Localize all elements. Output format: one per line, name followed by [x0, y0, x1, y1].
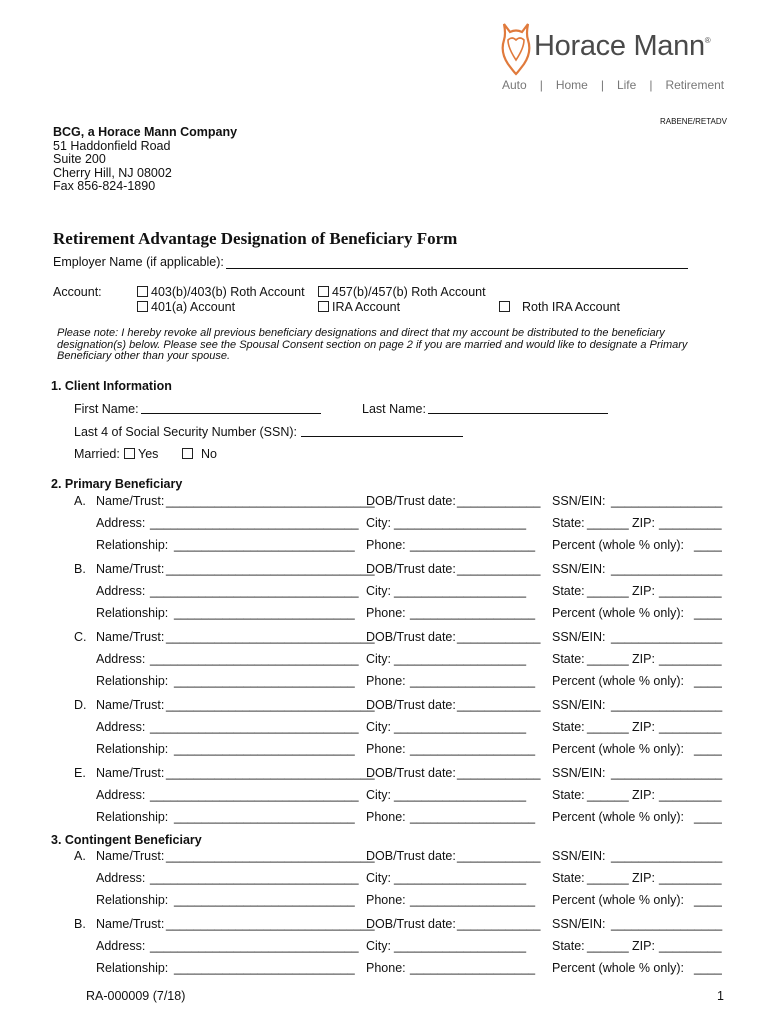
relationship-label: Relationship: [96, 893, 169, 907]
ssn-ein-field[interactable]: ________________ [611, 849, 723, 863]
relationship-field[interactable]: __________________________ [174, 742, 355, 756]
relationship-field[interactable]: __________________________ [174, 961, 355, 975]
name-trust-field[interactable]: ______________________________ [166, 849, 375, 863]
city-field[interactable]: ___________________ [394, 720, 527, 734]
dob-label: DOB/Trust date: [366, 698, 456, 712]
beneficiary-letter: C. [74, 630, 87, 644]
address-line2: Suite 200 [53, 152, 106, 166]
beneficiary-letter: B. [74, 917, 86, 931]
ssn-ein-label: SSN/EIN: [552, 917, 606, 931]
dob-field[interactable]: ____________ [457, 562, 541, 576]
name-trust-field[interactable]: ______________________________ [166, 494, 375, 508]
dob-field[interactable]: ____________ [457, 698, 541, 712]
dob-label: DOB/Trust date: [366, 494, 456, 508]
zip-field[interactable]: _________ [659, 939, 722, 953]
percent-label: Percent (whole % only): [552, 538, 685, 552]
ssn-label: Last 4 of Social Security Number (SSN): [74, 425, 297, 439]
beneficiary-letter: A. [74, 849, 86, 863]
beneficiary-letter: A. [74, 494, 86, 508]
phone-field[interactable]: __________________ [410, 961, 536, 975]
checkbox-icon[interactable] [318, 301, 329, 312]
name-trust-field[interactable]: ______________________________ [166, 562, 375, 576]
address-label: Address: [96, 871, 146, 885]
city-field[interactable]: ___________________ [394, 516, 527, 530]
name-trust-field[interactable]: ______________________________ [166, 698, 375, 712]
checkbox-icon[interactable] [124, 448, 135, 459]
zip-field[interactable]: _________ [659, 871, 722, 885]
zip-label: ZIP: [632, 871, 655, 885]
address-label: Address: [96, 584, 146, 598]
address-fax: Fax 856-824-1890 [53, 179, 156, 193]
dob-field[interactable]: ____________ [457, 849, 541, 863]
phone-field[interactable]: __________________ [410, 810, 536, 824]
percent-field[interactable]: ____ [694, 961, 722, 975]
account-option-ira[interactable]: IRA Account [318, 300, 400, 314]
ssn-ein-label: SSN/EIN: [552, 494, 606, 508]
zip-label: ZIP: [632, 584, 655, 598]
horace-mann-logo [498, 20, 738, 100]
ssn-ein-field[interactable]: ________________ [611, 562, 723, 576]
ssn-ein-label: SSN/EIN: [552, 766, 606, 780]
city-field[interactable]: ___________________ [394, 584, 527, 598]
beneficiary-letter: E. [74, 766, 86, 780]
first-name-field[interactable] [141, 413, 321, 414]
ssn-ein-label: SSN/EIN: [552, 562, 606, 576]
phone-field[interactable]: __________________ [410, 606, 536, 620]
beneficiary-letter: D. [74, 698, 87, 712]
percent-field[interactable]: ____ [694, 893, 722, 907]
percent-field[interactable]: ____ [694, 606, 722, 620]
ssn-field[interactable] [301, 436, 463, 437]
state-field[interactable]: ______ [587, 720, 629, 734]
name-trust-label: Name/Trust: [96, 917, 165, 931]
phone-label: Phone: [366, 742, 406, 756]
city-label: City: [366, 720, 391, 734]
section-client-information: 1. Client Information [51, 379, 172, 393]
state-field[interactable]: ______ [587, 939, 629, 953]
ssn-ein-field[interactable]: ________________ [611, 766, 723, 780]
checkbox-icon[interactable] [137, 301, 148, 312]
percent-field[interactable]: ____ [694, 538, 722, 552]
relationship-label: Relationship: [96, 606, 169, 620]
state-field[interactable]: ______ [587, 871, 629, 885]
name-trust-field[interactable]: ______________________________ [166, 917, 375, 931]
checkbox-icon[interactable] [137, 286, 148, 297]
name-trust-label: Name/Trust: [96, 849, 165, 863]
percent-label: Percent (whole % only): [552, 961, 685, 975]
account-option-roth-ira[interactable]: Roth IRA Account [499, 300, 620, 314]
dob-label: DOB/Trust date: [366, 849, 456, 863]
employer-field[interactable] [226, 268, 688, 269]
ssn-ein-field[interactable]: ________________ [611, 630, 723, 644]
city-field[interactable]: ___________________ [394, 939, 527, 953]
address-label: Address: [96, 720, 146, 734]
phone-label: Phone: [366, 810, 406, 824]
zip-label: ZIP: [632, 516, 655, 530]
address-field[interactable]: ______________________________ [150, 871, 359, 885]
state-label: State: [552, 871, 585, 885]
phone-label: Phone: [366, 538, 406, 552]
account-option-403b[interactable]: 403(b)/403(b) Roth Account [137, 285, 305, 299]
dob-field[interactable]: ____________ [457, 766, 541, 780]
brand-nav: Auto | Home | Life | Retirement [502, 78, 725, 92]
ssn-ein-field[interactable]: ________________ [611, 494, 723, 508]
relationship-label: Relationship: [96, 674, 169, 688]
brand-name: Horace Mann® [534, 30, 711, 62]
ssn-ein-field[interactable]: ________________ [611, 698, 723, 712]
section-contingent-beneficiary: 3. Contingent Beneficiary [51, 833, 202, 847]
zip-field[interactable]: _________ [659, 652, 722, 666]
name-trust-label: Name/Trust: [96, 630, 165, 644]
percent-field[interactable]: ____ [694, 742, 722, 756]
percent-field[interactable]: ____ [694, 674, 722, 688]
dob-label: DOB/Trust date: [366, 766, 456, 780]
account-option-401a[interactable]: 401(a) Account [137, 300, 235, 314]
zip-label: ZIP: [632, 720, 655, 734]
state-label: State: [552, 720, 585, 734]
phone-field[interactable]: __________________ [410, 742, 536, 756]
checkbox-icon[interactable] [318, 286, 329, 297]
form-number: RA-000009 (7/18) [86, 989, 186, 1003]
account-option-457b[interactable]: 457(b)/457(b) Roth Account [318, 285, 486, 299]
married-label: Married: [74, 447, 120, 461]
section-primary-beneficiary: 2. Primary Beneficiary [51, 477, 183, 491]
dob-label: DOB/Trust date: [366, 630, 456, 644]
address-field[interactable]: ______________________________ [150, 516, 359, 530]
checkbox-icon[interactable] [182, 448, 193, 459]
name-trust-field[interactable]: ______________________________ [166, 766, 375, 780]
employer-label: Employer Name (if applicable): [53, 255, 224, 269]
city-label: City: [366, 584, 391, 598]
zip-field[interactable]: _________ [659, 584, 722, 598]
address-line3: Cherry Hill, NJ 08002 [53, 165, 172, 180]
ssn-ein-field[interactable]: ________________ [611, 917, 723, 931]
company-name: BCG, a Horace Mann Company [53, 125, 238, 139]
state-label: State: [552, 652, 585, 666]
dob-field[interactable]: ____________ [457, 630, 541, 644]
city-field[interactable]: ___________________ [394, 788, 527, 802]
address-field[interactable]: ______________________________ [150, 788, 359, 802]
zip-field[interactable]: _________ [659, 720, 722, 734]
dob-field[interactable]: ____________ [457, 494, 541, 508]
checkbox-icon[interactable] [499, 301, 510, 312]
beneficiary-letter: B. [74, 562, 86, 576]
name-trust-label: Name/Trust: [96, 766, 165, 780]
ssn-ein-label: SSN/EIN: [552, 630, 606, 644]
address-label: Address: [96, 939, 146, 953]
percent-label: Percent (whole % only): [552, 606, 685, 620]
city-label: City: [366, 871, 391, 885]
nav-auto: Auto [502, 78, 527, 92]
form-code: RABENE/RETADV [660, 117, 727, 126]
last-name-label: Last Name: [362, 402, 426, 416]
phone-field[interactable]: __________________ [410, 893, 536, 907]
state-label: State: [552, 516, 585, 530]
state-field[interactable]: ______ [587, 652, 629, 666]
revocation-note: Please note: I hereby revoke all previous beneficiary designations and direct that my account be distributed to the beneficiary designation(s) below. Please see the Spousal Consent section on page 2 if you are married and would like to designate a Primary Beneficiary other than your spouse. [57, 327, 688, 362]
owl-logo-icon [498, 20, 534, 76]
state-field[interactable]: ______ [587, 584, 629, 598]
phone-label: Phone: [366, 606, 406, 620]
city-label: City: [366, 939, 391, 953]
state-field[interactable]: ______ [587, 516, 629, 530]
phone-label: Phone: [366, 893, 406, 907]
nav-retirement: Retirement [665, 78, 725, 92]
zip-label: ZIP: [632, 788, 655, 802]
page-title: Retirement Advantage Designation of Beneficiary Form [53, 229, 458, 248]
zip-label: ZIP: [632, 652, 655, 666]
married-no-option[interactable]: No [182, 447, 217, 461]
percent-label: Percent (whole % only): [552, 893, 685, 907]
name-trust-label: Name/Trust: [96, 494, 165, 508]
state-label: State: [552, 939, 585, 953]
married-yes-option[interactable]: Yes [124, 447, 158, 461]
relationship-field[interactable]: __________________________ [174, 810, 355, 824]
address-label: Address: [96, 516, 146, 530]
dob-field[interactable]: ____________ [457, 917, 541, 931]
percent-label: Percent (whole % only): [552, 742, 685, 756]
zip-field[interactable]: _________ [659, 516, 722, 530]
relationship-field[interactable]: __________________________ [174, 606, 355, 620]
city-label: City: [366, 516, 391, 530]
last-name-field[interactable] [428, 413, 608, 414]
relationship-label: Relationship: [96, 742, 169, 756]
address-line1: 51 Haddonfield Road [53, 138, 171, 153]
dob-label: DOB/Trust date: [366, 562, 456, 576]
relationship-label: Relationship: [96, 810, 169, 824]
phone-label: Phone: [366, 674, 406, 688]
percent-label: Percent (whole % only): [552, 810, 685, 824]
relationship-label: Relationship: [96, 538, 169, 552]
state-label: State: [552, 584, 585, 598]
city-field[interactable]: ___________________ [394, 652, 527, 666]
relationship-label: Relationship: [96, 961, 169, 975]
first-name-label: First Name: [74, 402, 139, 416]
address-field[interactable]: ______________________________ [150, 584, 359, 598]
name-trust-field[interactable]: ______________________________ [166, 630, 375, 644]
nav-life: Life [616, 78, 637, 92]
relationship-field[interactable]: __________________________ [174, 674, 355, 688]
page-number: 1 [717, 989, 724, 1003]
address-label: Address: [96, 788, 146, 802]
city-field[interactable]: ___________________ [394, 871, 527, 885]
dob-label: DOB/Trust date: [366, 917, 456, 931]
phone-field[interactable]: __________________ [410, 674, 536, 688]
relationship-field[interactable]: __________________________ [174, 538, 355, 552]
percent-label: Percent (whole % only): [552, 674, 685, 688]
phone-field[interactable]: __________________ [410, 538, 536, 552]
state-label: State: [552, 788, 585, 802]
ssn-ein-label: SSN/EIN: [552, 849, 606, 863]
city-label: City: [366, 652, 391, 666]
ssn-ein-label: SSN/EIN: [552, 698, 606, 712]
name-trust-label: Name/Trust: [96, 562, 165, 576]
percent-field[interactable]: ____ [694, 810, 722, 824]
account-label: Account: [53, 285, 102, 299]
address-field[interactable]: ______________________________ [150, 720, 359, 734]
state-field[interactable]: ______ [587, 788, 629, 802]
zip-label: ZIP: [632, 939, 655, 953]
nav-home: Home [555, 78, 588, 92]
company-address [53, 126, 237, 194]
address-field[interactable]: ______________________________ [150, 652, 359, 666]
address-field[interactable]: ______________________________ [150, 939, 359, 953]
zip-field[interactable]: _________ [659, 788, 722, 802]
address-label: Address: [96, 652, 146, 666]
relationship-field[interactable]: __________________________ [174, 893, 355, 907]
city-label: City: [366, 788, 391, 802]
phone-label: Phone: [366, 961, 406, 975]
name-trust-label: Name/Trust: [96, 698, 165, 712]
